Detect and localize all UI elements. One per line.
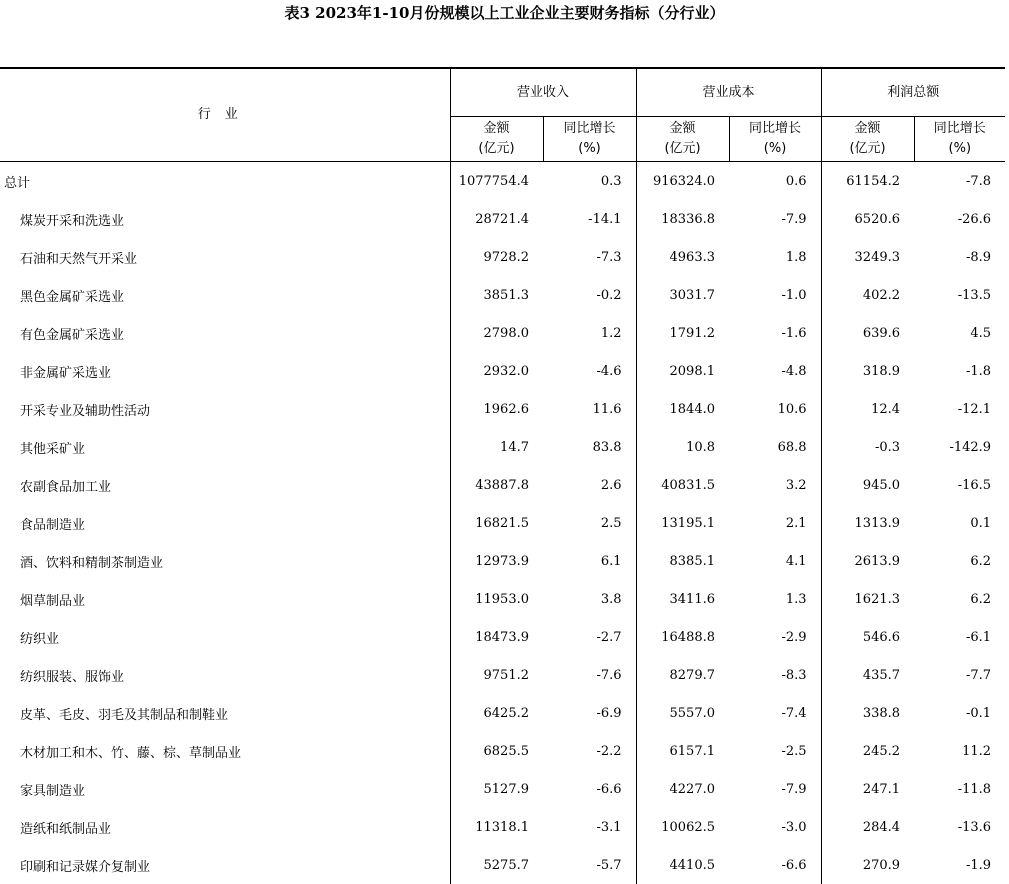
cost-growth-cell: 10.6: [729, 390, 821, 428]
profit-growth-cell: -12.1: [914, 390, 1005, 428]
revenue-amount-cell: 1962.6: [450, 390, 543, 428]
growth-unit: (%): [544, 139, 636, 159]
growth-label: 同比增长: [544, 119, 636, 139]
table-row: [0, 770, 1005, 808]
industry-name-cell: 印刷和记录媒介复制业: [0, 846, 450, 884]
industry-name-cell: 烟草制品业: [0, 580, 450, 618]
industry-name-cell: 其他采矿业: [0, 428, 450, 466]
profit-amount-cell: 318.9: [821, 352, 914, 390]
industry-name-cell: 纺织业: [0, 618, 450, 656]
table-row: [0, 846, 1005, 884]
cost-amount-cell: 3031.7: [636, 276, 729, 314]
cost-amount-cell: 4410.5: [636, 846, 729, 884]
table-row: [0, 162, 1005, 201]
revenue-growth-cell: 11.6: [543, 390, 636, 428]
cost-amount-cell: 16488.8: [636, 618, 729, 656]
profit-growth-cell: 11.2: [914, 732, 1005, 770]
industry-header: 行业: [0, 68, 450, 162]
revenue-amount-cell: 14.7: [450, 428, 543, 466]
profit-amount-cell: -0.3: [821, 428, 914, 466]
revenue-growth-cell: -3.1: [543, 808, 636, 846]
cost-amount-cell: 4963.3: [636, 238, 729, 276]
profit-growth-cell: -13.5: [914, 276, 1005, 314]
revenue-growth-cell: -6.6: [543, 770, 636, 808]
cost-growth-cell: 68.8: [729, 428, 821, 466]
revenue-growth-cell: -0.2: [543, 276, 636, 314]
table-row: [0, 276, 1005, 314]
industry-name-cell: 开采专业及辅助性活动: [0, 390, 450, 428]
profit-amount-cell: 247.1: [821, 770, 914, 808]
profit-growth-cell: -26.6: [914, 200, 1005, 238]
cost-growth-cell: -8.3: [729, 656, 821, 694]
cost-growth-cell: 4.1: [729, 542, 821, 580]
cost-growth-cell: 2.1: [729, 504, 821, 542]
profit-growth-cell: -6.1: [914, 618, 1005, 656]
industry-name-cell: 木材加工和木、竹、藤、棕、草制品业: [0, 732, 450, 770]
profit-amount-cell: 945.0: [821, 466, 914, 504]
revenue-growth-header: [543, 117, 636, 162]
cost-growth-cell: -4.8: [729, 352, 821, 390]
table-header: [0, 68, 1005, 162]
profit-amount-cell: 435.7: [821, 656, 914, 694]
financial-indicators-table: [0, 67, 1005, 884]
profit-amount-cell: 1313.9: [821, 504, 914, 542]
cost-amount-cell: 1791.2: [636, 314, 729, 352]
cost-amount-cell: 8385.1: [636, 542, 729, 580]
revenue-amount-cell: 5275.7: [450, 846, 543, 884]
revenue-amount-cell: 16821.5: [450, 504, 543, 542]
industry-name-cell: 酒、饮料和精制茶制造业: [0, 542, 450, 580]
cost-amount-cell: 18336.8: [636, 200, 729, 238]
revenue-amount-cell: 28721.4: [450, 200, 543, 238]
profit-amount-cell: 245.2: [821, 732, 914, 770]
profit-amount-cell: 3249.3: [821, 238, 914, 276]
profit-amount-cell: 61154.2: [821, 162, 914, 201]
revenue-growth-cell: -6.9: [543, 694, 636, 732]
table-title: 表3 2023年1-10月份规模以上工业企业主要财务指标（分行业）: [0, 0, 1009, 26]
table-body: [0, 162, 1005, 884]
profit-growth-cell: -0.1: [914, 694, 1005, 732]
table-row: [0, 466, 1005, 504]
growth-label: 同比增长: [915, 119, 1006, 139]
profit-growth-cell: 0.1: [914, 504, 1005, 542]
profit-growth-cell: 6.2: [914, 542, 1005, 580]
cost-growth-cell: 3.2: [729, 466, 821, 504]
profit-growth-cell: 4.5: [914, 314, 1005, 352]
amount-label: 金额: [451, 119, 543, 139]
table-row: [0, 580, 1005, 618]
amount-label: 金额: [637, 119, 729, 139]
industry-name-cell: 煤炭开采和洗选业: [0, 200, 450, 238]
cost-amount-cell: 2098.1: [636, 352, 729, 390]
table-row: [0, 542, 1005, 580]
cost-amount-cell: 13195.1: [636, 504, 729, 542]
revenue-growth-cell: 83.8: [543, 428, 636, 466]
profit-growth-cell: 6.2: [914, 580, 1005, 618]
table-row: [0, 732, 1005, 770]
cost-growth-cell: 1.8: [729, 238, 821, 276]
profit-growth-cell: -142.9: [914, 428, 1005, 466]
profit-header: 利润总额: [821, 68, 1005, 117]
cost-amount-cell: 916324.0: [636, 162, 729, 201]
revenue-growth-cell: 2.5: [543, 504, 636, 542]
revenue-amount-cell: 9728.2: [450, 238, 543, 276]
revenue-amount-cell: 5127.9: [450, 770, 543, 808]
revenue-amount-cell: 12973.9: [450, 542, 543, 580]
table-row: [0, 390, 1005, 428]
profit-amount-cell: 338.8: [821, 694, 914, 732]
profit-amount-cell: 284.4: [821, 808, 914, 846]
revenue-amount-cell: 1077754.4: [450, 162, 543, 201]
growth-unit: (%): [915, 139, 1006, 159]
table-row: [0, 314, 1005, 352]
profit-amount-cell: 270.9: [821, 846, 914, 884]
industry-name-cell: 有色金属矿采选业: [0, 314, 450, 352]
industry-name-cell: 皮革、毛皮、羽毛及其制品和制鞋业: [0, 694, 450, 732]
table-row: [0, 694, 1005, 732]
industry-name-cell: 总计: [0, 162, 450, 201]
cost-header: 营业成本: [636, 68, 821, 117]
revenue-amount-cell: 6425.2: [450, 694, 543, 732]
revenue-amount-cell: 18473.9: [450, 618, 543, 656]
cost-amount-cell: 1844.0: [636, 390, 729, 428]
cost-growth-cell: -6.6: [729, 846, 821, 884]
industry-name-cell: 农副食品加工业: [0, 466, 450, 504]
revenue-header: 营业收入: [450, 68, 636, 117]
cost-growth-cell: -3.0: [729, 808, 821, 846]
industry-name-cell: 非金属矿采选业: [0, 352, 450, 390]
revenue-amount-cell: 11953.0: [450, 580, 543, 618]
table-row: [0, 618, 1005, 656]
profit-amount-cell: 2613.9: [821, 542, 914, 580]
revenue-amount-header: [450, 117, 543, 162]
cost-growth-cell: -2.5: [729, 732, 821, 770]
profit-growth-cell: -16.5: [914, 466, 1005, 504]
profit-growth-cell: -13.6: [914, 808, 1005, 846]
cost-growth-cell: -1.0: [729, 276, 821, 314]
revenue-growth-cell: -5.7: [543, 846, 636, 884]
amount-unit: (亿元): [451, 139, 543, 159]
table-row: [0, 428, 1005, 466]
revenue-growth-cell: -2.2: [543, 732, 636, 770]
revenue-growth-cell: 3.8: [543, 580, 636, 618]
profit-amount-header: [821, 117, 914, 162]
cost-growth-cell: 0.6: [729, 162, 821, 201]
cost-amount-cell: 10.8: [636, 428, 729, 466]
profit-amount-cell: 6520.6: [821, 200, 914, 238]
cost-amount-header: [636, 117, 729, 162]
cost-amount-cell: 4227.0: [636, 770, 729, 808]
table-row: [0, 238, 1005, 276]
revenue-amount-cell: 43887.8: [450, 466, 543, 504]
cost-amount-cell: 6157.1: [636, 732, 729, 770]
cost-growth-cell: -7.9: [729, 770, 821, 808]
cost-growth-cell: -7.9: [729, 200, 821, 238]
growth-unit: (%): [730, 139, 821, 159]
revenue-growth-cell: -7.6: [543, 656, 636, 694]
cost-amount-cell: 8279.7: [636, 656, 729, 694]
table-row: [0, 504, 1005, 542]
profit-growth-cell: -11.8: [914, 770, 1005, 808]
industry-name-cell: 黑色金属矿采选业: [0, 276, 450, 314]
cost-amount-cell: 3411.6: [636, 580, 729, 618]
profit-growth-cell: -1.9: [914, 846, 1005, 884]
revenue-growth-cell: -2.7: [543, 618, 636, 656]
cost-growth-cell: -2.9: [729, 618, 821, 656]
revenue-amount-cell: 9751.2: [450, 656, 543, 694]
profit-growth-cell: -7.7: [914, 656, 1005, 694]
revenue-amount-cell: 11318.1: [450, 808, 543, 846]
industry-name-cell: 食品制造业: [0, 504, 450, 542]
revenue-amount-cell: 2932.0: [450, 352, 543, 390]
industry-name-cell: 家具制造业: [0, 770, 450, 808]
table-row: [0, 200, 1005, 238]
table-row: [0, 352, 1005, 390]
revenue-growth-cell: 0.3: [543, 162, 636, 201]
profit-amount-cell: 402.2: [821, 276, 914, 314]
table-row: [0, 808, 1005, 846]
industry-name-cell: 石油和天然气开采业: [0, 238, 450, 276]
profit-growth-cell: -7.8: [914, 162, 1005, 201]
amount-unit: (亿元): [637, 139, 729, 159]
cost-growth-header: [729, 117, 821, 162]
revenue-growth-cell: -4.6: [543, 352, 636, 390]
cost-amount-cell: 5557.0: [636, 694, 729, 732]
profit-amount-cell: 546.6: [821, 618, 914, 656]
profit-amount-cell: 639.6: [821, 314, 914, 352]
growth-label: 同比增长: [730, 119, 821, 139]
cost-amount-cell: 10062.5: [636, 808, 729, 846]
revenue-growth-cell: -7.3: [543, 238, 636, 276]
revenue-growth-cell: 2.6: [543, 466, 636, 504]
table-row: [0, 656, 1005, 694]
revenue-growth-cell: 6.1: [543, 542, 636, 580]
cost-amount-cell: 40831.5: [636, 466, 729, 504]
revenue-growth-cell: -14.1: [543, 200, 636, 238]
amount-label: 金额: [822, 119, 914, 139]
profit-growth-cell: -8.9: [914, 238, 1005, 276]
revenue-amount-cell: 3851.3: [450, 276, 543, 314]
profit-amount-cell: 1621.3: [821, 580, 914, 618]
industry-name-cell: 造纸和纸制品业: [0, 808, 450, 846]
profit-amount-cell: 12.4: [821, 390, 914, 428]
cost-growth-cell: 1.3: [729, 580, 821, 618]
revenue-growth-cell: 1.2: [543, 314, 636, 352]
revenue-amount-cell: 6825.5: [450, 732, 543, 770]
revenue-amount-cell: 2798.0: [450, 314, 543, 352]
profit-growth-header: [914, 117, 1005, 162]
cost-growth-cell: -1.6: [729, 314, 821, 352]
industry-name-cell: 纺织服装、服饰业: [0, 656, 450, 694]
cost-growth-cell: -7.4: [729, 694, 821, 732]
profit-growth-cell: -1.8: [914, 352, 1005, 390]
amount-unit: (亿元): [822, 139, 914, 159]
